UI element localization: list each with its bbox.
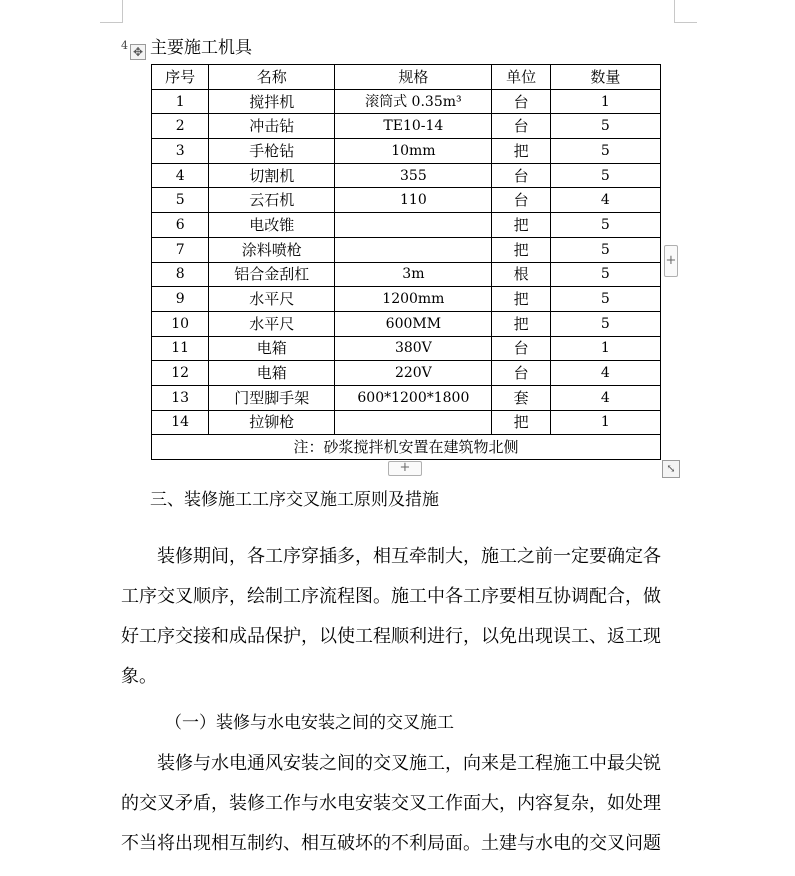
cell-unit: 台: [492, 361, 550, 386]
cell-index: 14: [152, 410, 209, 435]
section-heading-3: 三、装修施工工序交叉施工原则及措施: [150, 490, 439, 510]
header-cell-quantity: 数量: [550, 65, 660, 90]
paragraph-1-text: 装修期间，各工序穿插多，相互牵制大，施工之前一定要确定各工序交叉顺序，绘制工序流程图。施工中各工序要相互协调配合，做好工序交接和成品保护，以使工程顺利进行，以免出现误工、返工现象。: [121, 546, 661, 687]
cell-unit: 台: [492, 114, 550, 139]
table-row: [152, 361, 661, 386]
cell-name: 冲击钻: [209, 114, 335, 139]
add-row-button[interactable]: +: [388, 461, 422, 476]
cell-unit: 把: [492, 287, 550, 312]
heading-main-tools: 主要施工机具: [150, 38, 252, 58]
cell-name: 涂料喷枪: [209, 237, 335, 262]
cell-spec: [335, 213, 492, 238]
cell-spec: 1200mm: [335, 287, 492, 312]
table-row: [152, 114, 661, 139]
cell-name: 门型脚手架: [209, 385, 335, 410]
table-row: [152, 237, 661, 262]
cell-quantity: 1: [550, 336, 660, 361]
cell-spec: 380V: [335, 336, 492, 361]
table-row: [152, 287, 661, 312]
table-note-row: [152, 435, 661, 460]
cell-index: 1: [152, 89, 209, 114]
cell-spec: [335, 410, 492, 435]
cell-unit: 套: [492, 385, 550, 410]
header-cell-name: 名称: [209, 65, 335, 90]
cell-spec: 600*1200*1800: [335, 385, 492, 410]
cell-unit: 把: [492, 213, 550, 238]
header-cell-spec: 规格: [335, 65, 492, 90]
cell-quantity: 4: [550, 361, 660, 386]
paragraph-1: [121, 537, 677, 697]
paragraph-2-text: 装修与水电通风安装之间的交叉施工，向来是工程施工中最尖锐的交叉矛盾，装修工作与水电安装交叉工作面大，内容复杂，如处理不当将出现相互制约、相互破坏的不利局面。土建与水电的交叉问题: [121, 753, 661, 854]
cell-quantity: 5: [550, 114, 660, 139]
cell-index: 11: [152, 336, 209, 361]
cell-quantity: 5: [550, 139, 660, 164]
cell-spec: 355: [335, 163, 492, 188]
tools-table: [151, 64, 661, 460]
subsection-heading-1: （一）装修与水电安装之间的交叉施工: [165, 713, 454, 733]
page-corner-mark-top-right: [674, 0, 697, 23]
cell-name: 电箱: [209, 361, 335, 386]
table-row: [152, 410, 661, 435]
cell-index: 3: [152, 139, 209, 164]
cell-index: 4: [152, 163, 209, 188]
cell-name: 水平尺: [209, 287, 335, 312]
cell-index: 12: [152, 361, 209, 386]
table-row: [152, 336, 661, 361]
cell-name: 手枪钻: [209, 139, 335, 164]
cell-quantity: 5: [550, 262, 660, 287]
header-cell-unit: 单位: [492, 65, 550, 90]
table-row: [152, 311, 661, 336]
cell-index: 8: [152, 262, 209, 287]
table-move-icon[interactable]: ✥: [130, 44, 146, 60]
cell-unit: 台: [492, 336, 550, 361]
cell-spec: 110: [335, 188, 492, 213]
paragraph-2: [121, 744, 677, 864]
cell-quantity: 4: [550, 188, 660, 213]
cell-spec: TE10-14: [335, 114, 492, 139]
table-row: [152, 89, 661, 114]
cell-quantity: 4: [550, 385, 660, 410]
cell-spec: 220V: [335, 361, 492, 386]
cell-quantity: 5: [550, 213, 660, 238]
cell-quantity: 1: [550, 410, 660, 435]
cell-index: 7: [152, 237, 209, 262]
cell-unit: 台: [492, 163, 550, 188]
table-note: 注：砂浆搅拌机安置在建筑物北侧: [152, 435, 661, 460]
cell-quantity: 5: [550, 237, 660, 262]
cell-spec: [335, 237, 492, 262]
table-row: [152, 188, 661, 213]
heading-list-number: 4: [121, 39, 128, 52]
table-row: [152, 385, 661, 410]
cell-spec: 3m: [335, 262, 492, 287]
cell-index: 2: [152, 114, 209, 139]
add-column-button[interactable]: +: [664, 245, 678, 277]
cell-unit: 台: [492, 89, 550, 114]
cell-unit: 把: [492, 139, 550, 164]
cell-index: 13: [152, 385, 209, 410]
cell-spec: 600MM: [335, 311, 492, 336]
cell-quantity: 5: [550, 287, 660, 312]
cell-name: 切割机: [209, 163, 335, 188]
cell-name: 电改锥: [209, 213, 335, 238]
cell-spec: 滚筒式 0.35m³: [335, 89, 492, 114]
cell-unit: 把: [492, 237, 550, 262]
cell-quantity: 5: [550, 163, 660, 188]
cell-index: 5: [152, 188, 209, 213]
cell-unit: 把: [492, 311, 550, 336]
cell-unit: 根: [492, 262, 550, 287]
cell-name: 电箱: [209, 336, 335, 361]
cell-unit: 台: [492, 188, 550, 213]
page-corner-mark-top-left: [100, 0, 123, 23]
cell-index: 10: [152, 311, 209, 336]
table-resize-icon[interactable]: ⤡: [662, 460, 680, 478]
cell-quantity: 1: [550, 89, 660, 114]
table-row: [152, 213, 661, 238]
table-row: [152, 139, 661, 164]
cell-quantity: 5: [550, 311, 660, 336]
cell-spec: 10mm: [335, 139, 492, 164]
cell-name: 拉铆枪: [209, 410, 335, 435]
header-cell-index: 序号: [152, 65, 209, 90]
cell-index: 9: [152, 287, 209, 312]
cell-name: 搅拌机: [209, 89, 335, 114]
table-row: [152, 163, 661, 188]
cell-name: 云石机: [209, 188, 335, 213]
cell-name: 铝合金刮杠: [209, 262, 335, 287]
table-row: [152, 262, 661, 287]
cell-unit: 把: [492, 410, 550, 435]
cell-name: 水平尺: [209, 311, 335, 336]
cell-index: 6: [152, 213, 209, 238]
table-header-row: [152, 65, 661, 90]
